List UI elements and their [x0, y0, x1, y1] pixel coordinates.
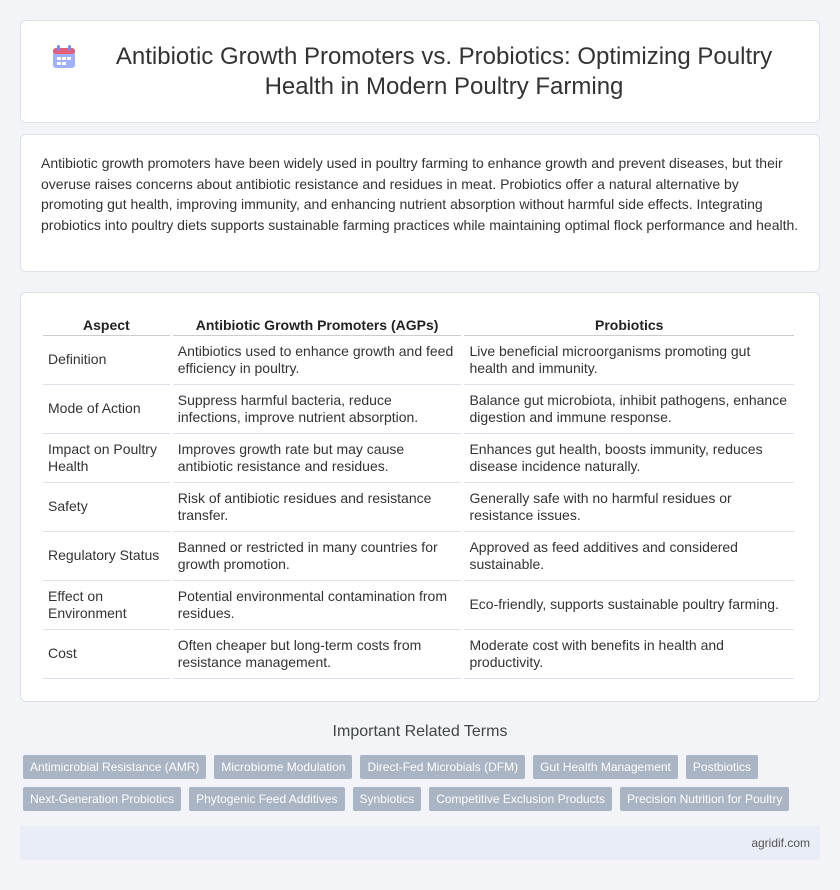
tag-direct-fed-microbials[interactable]: Direct-Fed Microbials (DFM) — [360, 755, 525, 779]
cell-agp: Improves growth rate but may cause antibiotic resistance and residues. — [173, 434, 462, 483]
table-row — [43, 434, 794, 483]
intro-card — [20, 134, 820, 272]
table-header-row — [43, 315, 794, 336]
cell-probiotic: Approved as feed additives and considered sustainable. — [464, 532, 794, 581]
tag-gut-health-management[interactable]: Gut Health Management — [533, 755, 678, 779]
table-row — [43, 336, 794, 385]
table-row — [43, 630, 794, 679]
page-title: Antibiotic Growth Promoters vs. Probiotics: Optimizing Poultry Health in Modern Poultry Farming — [115, 42, 773, 100]
cell-agp: Potential environmental contamination from residues. — [173, 581, 462, 630]
cell-agp: Often cheaper but long-term costs from resistance management. — [173, 630, 462, 679]
cell-probiotic: Eco-friendly, supports sustainable poultry farming. — [464, 581, 794, 630]
cell-probiotic: Balance gut microbiota, inhibit pathogens, enhance digestion and immune response. — [464, 385, 794, 434]
cell-aspect: Cost — [43, 630, 170, 679]
footer — [20, 826, 820, 860]
cell-aspect: Impact on Poultry Health — [43, 434, 170, 483]
intro-paragraph: Antibiotic growth promoters have been widely used in poultry farming to enhance growth and prevent diseases, but their overuse raises concerns about antibiotic resistance and residues in meat. Probiotics offer a natural alternative by promoting gut health, improving immunity, and enhancing nutrient absorption without harmful side effects. Integrating probiotics into poultry diets supports sustainable farming practices while maintaining optimal flock performance and health. — [41, 155, 799, 233]
header-card — [20, 20, 820, 123]
tag-row — [23, 787, 823, 811]
table-row — [43, 385, 794, 434]
tag-competitive-exclusion-products[interactable]: Competitive Exclusion Products — [429, 787, 612, 811]
cell-aspect: Safety — [43, 483, 170, 532]
header-agps: Antibiotic Growth Promoters (AGPs) — [173, 315, 462, 336]
tag-synbiotics[interactable]: Synbiotics — [353, 787, 422, 811]
related-terms-title: Important Related Terms — [332, 723, 508, 740]
table-row — [43, 581, 794, 630]
tag-precision-nutrition[interactable]: Precision Nutrition for Poultry — [620, 787, 789, 811]
related-terms-list — [23, 755, 823, 819]
cell-probiotic: Enhances gut health, boosts immunity, reduces disease incidence naturally. — [464, 434, 794, 483]
tag-phytogenic-feed-additives[interactable]: Phytogenic Feed Additives — [189, 787, 344, 811]
cell-probiotic: Generally safe with no harmful residues or resistance issues. — [464, 483, 794, 532]
header-aspect: Aspect — [43, 315, 170, 336]
cell-agp: Antibiotics used to enhance growth and feed efficiency in poultry. — [173, 336, 462, 385]
tag-antimicrobial-resistance[interactable]: Antimicrobial Resistance (AMR) — [23, 755, 206, 779]
cell-aspect: Effect on Environment — [43, 581, 170, 630]
comparison-card — [20, 292, 820, 702]
cell-probiotic: Moderate cost with benefits in health and productivity. — [464, 630, 794, 679]
tag-microbiome-modulation[interactable]: Microbiome Modulation — [214, 755, 352, 779]
tag-row — [23, 755, 823, 779]
cell-agp: Suppress harmful bacteria, reduce infections, improve nutrient absorption. — [173, 385, 462, 434]
cell-aspect: Regulatory Status — [43, 532, 170, 581]
table-row — [43, 483, 794, 532]
table-row — [43, 532, 794, 581]
cell-aspect: Definition — [43, 336, 170, 385]
tag-postbiotics[interactable]: Postbiotics — [686, 755, 758, 779]
calendar-icon — [51, 44, 77, 70]
cell-aspect: Mode of Action — [43, 385, 170, 434]
header-probiotics: Probiotics — [464, 315, 794, 336]
footer-site-link[interactable]: agridif.com — [751, 836, 810, 850]
cell-probiotic: Live beneficial microorganisms promoting gut health and immunity. — [464, 336, 794, 385]
tag-next-generation-probiotics[interactable]: Next-Generation Probiotics — [23, 787, 181, 811]
cell-agp: Banned or restricted in many countries for growth promotion. — [173, 532, 462, 581]
comparison-table — [40, 315, 797, 679]
cell-agp: Risk of antibiotic residues and resistance transfer. — [173, 483, 462, 532]
